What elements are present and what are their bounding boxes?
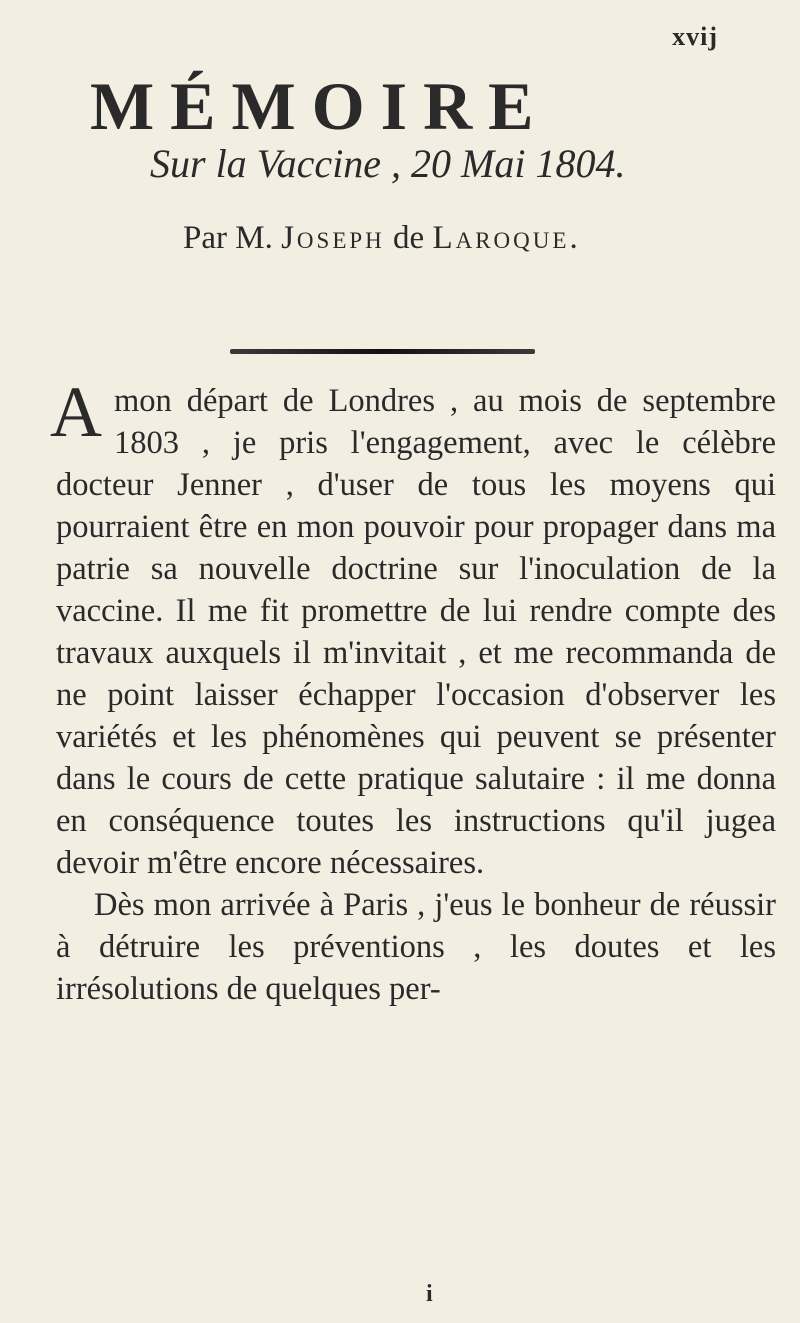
body-text [50, 372, 776, 1010]
page-title: MÉMOIRE [90, 68, 550, 144]
author-surname: Laroque. [432, 220, 581, 256]
paragraph-1-text: mon départ de Londres , au mois de septembre 1803 , je pris l'engagement, avec le célèbre docteur Jenner , d'user de tous les moyens qui pourraient être en mon pouvoir pour propager dans ma patrie sa nouvelle doctrine sur l'inoculation de la vaccine. Il me fit promettre de lui rendre compte des travaux auxquels il m'invitait , et me recommanda de ne point laisser échapper l'occasion d'observer les variétés et les phénomènes qui peuvent se présenter dans le cours de cette pratique salutaire : il me donna en conséquence toutes les instructions qu'il jugea devoir m'être encore nécessaires. [56, 383, 776, 881]
author-prefix: Par M. [183, 220, 273, 256]
author-given-name: Joseph [281, 220, 385, 256]
author-particle: de [393, 220, 425, 256]
section-divider [230, 349, 535, 354]
paragraph-1 [50, 372, 776, 884]
subtitle: Sur la Vaccine , 20 Mai 1804. [150, 141, 626, 186]
page-number: xvij [672, 22, 718, 51]
paragraph-2: Dès mon arrivée à Paris , j'eus le bonheur de réussir à détruire les préventions , les doutes et les irrésolutions de quelques per- [56, 887, 776, 1007]
signature-mark: i [426, 1281, 433, 1307]
author-line [183, 219, 723, 259]
drop-cap: A [50, 372, 102, 452]
